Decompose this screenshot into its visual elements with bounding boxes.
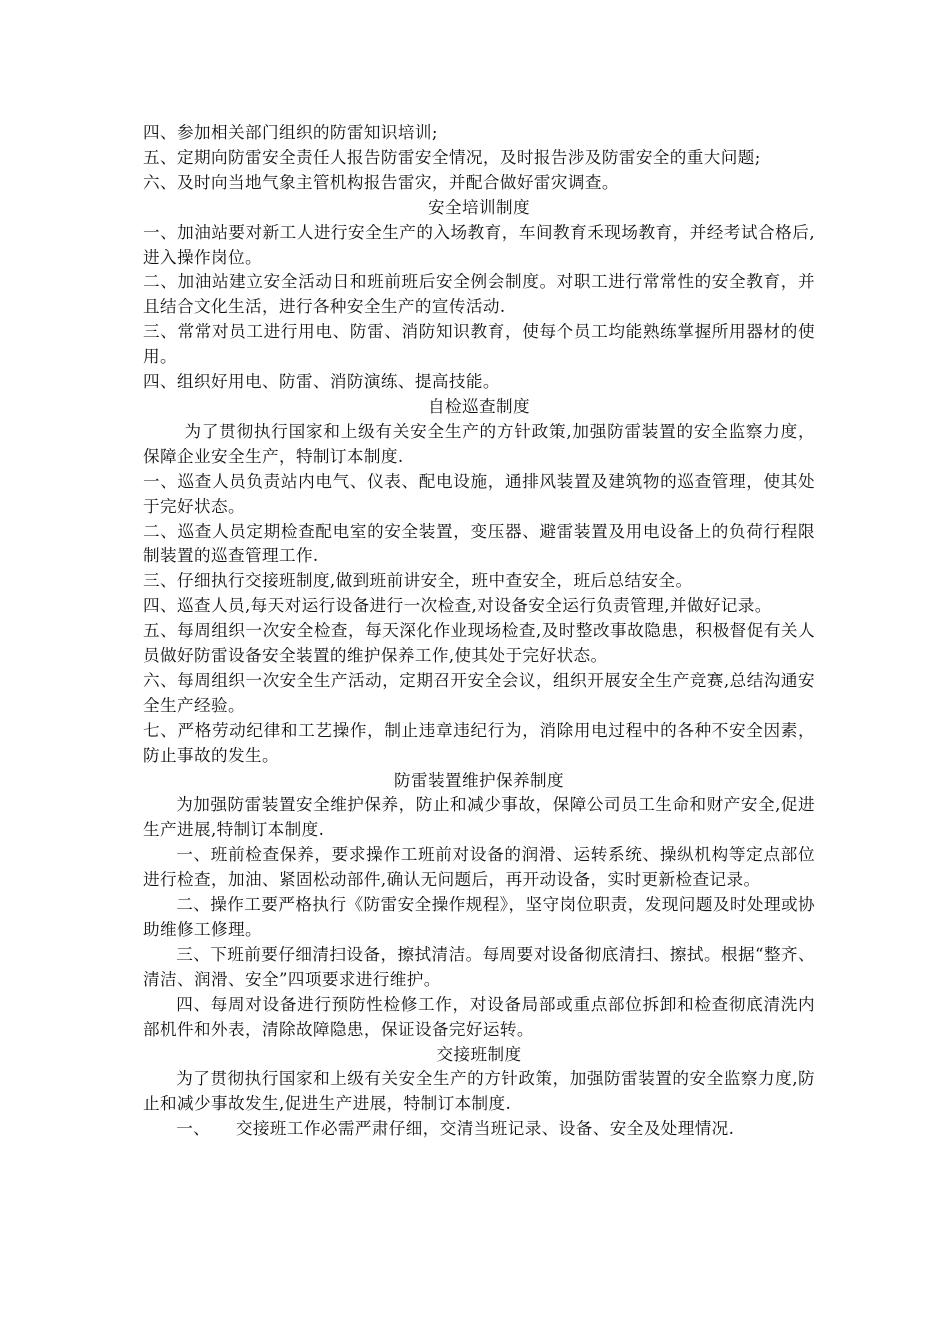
paragraph: 三、仔细执行交接班制度,做到班前讲安全，班中查安全，班后总结安全。 — [143, 571, 693, 591]
paragraph: 一、加油站要对新工人进行安全生产的入场教育，车间教育禾现场教育，并经考试合格后,进入操作岗位。 — [143, 222, 815, 267]
paragraph: 二、加油站建立安全活动日和班前班后安全例会制度。对职工进行常常性的安全教育，并且结合文化生活，进行各种安全生产的宣传活动. — [143, 272, 815, 317]
section-heading: 自检巡查制度 — [428, 396, 530, 416]
paragraph: 为了贯彻执行国家和上级有关安全生产的方针政策，加强防雷装置的安全监察力度,防止和减少事故发生,促进生产进展，特制订本制度. — [143, 1069, 815, 1114]
paragraph: 一、巡查人员负责站内电气、仪表、配电设施，通排风装置及建筑物的巡查管理，使其处于完好状态。 — [143, 471, 815, 516]
paragraph: 四、巡查人员,每天对运行设备进行一次检查,对设备安全运行负责管理,并做好记录。 — [143, 596, 772, 616]
section-heading: 安全培训制度 — [428, 197, 530, 217]
paragraph: 五、每周组织一次安全检查，每天深化作业现场检查,及时整改事故隐患，积极督促有关人员做好防雷设备安全装置的维护保养工作,使其处于完好状态。 — [143, 621, 815, 666]
paragraph: 四、组织好用电、防雷、消防演练、提高技能。 — [143, 372, 500, 392]
paragraph: 一、 交接班工作必需严肃仔细，交清当班记录、设备、安全及处理情况. — [176, 1119, 735, 1139]
paragraph: 二、操作工要严格执行《防雷安全操作规程》，坚守岗位职责，发现问题及时处理或协助维修工修理。 — [143, 895, 815, 939]
paragraph: 五、定期向防雷安全责任人报告防雷安全情况，及时报告涉及防雷安全的重大问题; — [143, 147, 761, 167]
paragraph: 二、巡查人员定期检查配电室的安全装置，变压器、避雷装置及用电设备上的负荷行程限制装置的巡查管理工作. — [143, 521, 815, 566]
paragraph: 为加强防雷装置安全维护保养，防止和减少事故，保障公司员工生命和财产安全,促进生产进展,特制订本制度. — [143, 795, 815, 840]
paragraph: 六、每周组织一次安全生产活动，定期召开安全会议，组织开展安全生产竞赛,总结沟通安全生产经验。 — [143, 670, 815, 715]
paragraph: 三、下班前要仔细清扫设备，擦拭清洁。每周要对设备彻底清扫、擦拭。根据“整齐、清洁、润滑、安全”四项要求进行维护。 — [143, 944, 815, 989]
section-heading: 防雷装置维护保养制度 — [394, 770, 564, 790]
paragraph: 七、严格劳动纪律和工艺操作，制止违章违纪行为，消除用电过程中的各种不安全因素，防止事故的发生。 — [143, 720, 815, 765]
paragraph: 六、及时向当地气象主管机构报告雷灾，并配合做好雷灾调查。 — [143, 172, 619, 192]
paragraph: 四、每周对设备进行预防性检修工作，对设备局部或重点部位拆卸和检查彻底清洗内部机件和外表，清除故障隐患，保证设备完好运转。 — [143, 994, 815, 1039]
paragraph: 三、常常对员工进行用电、防雷、消防知识教育，使每个员工均能熟练掌握所用器材的使用。 — [143, 322, 815, 367]
paragraph: 一、班前检查保养，要求操作工班前对设备的润滑、运转系统、操纵机构等定点部位进行检查，加油、紧固松动部件,确认无问题后，再开动设备，实时更新检查记录。 — [143, 845, 815, 890]
document-page — [143, 121, 815, 1142]
section-heading: 交接班制度 — [436, 1044, 522, 1064]
paragraph: 为了贯彻执行国家和上级有关安全生产的方针政策,加强防雷装置的安全监察力度，保障企业安全生产，特制订本制度. — [143, 421, 815, 466]
paragraph: 四、参加相关部门组织的防雷知识培训; — [143, 123, 438, 142]
